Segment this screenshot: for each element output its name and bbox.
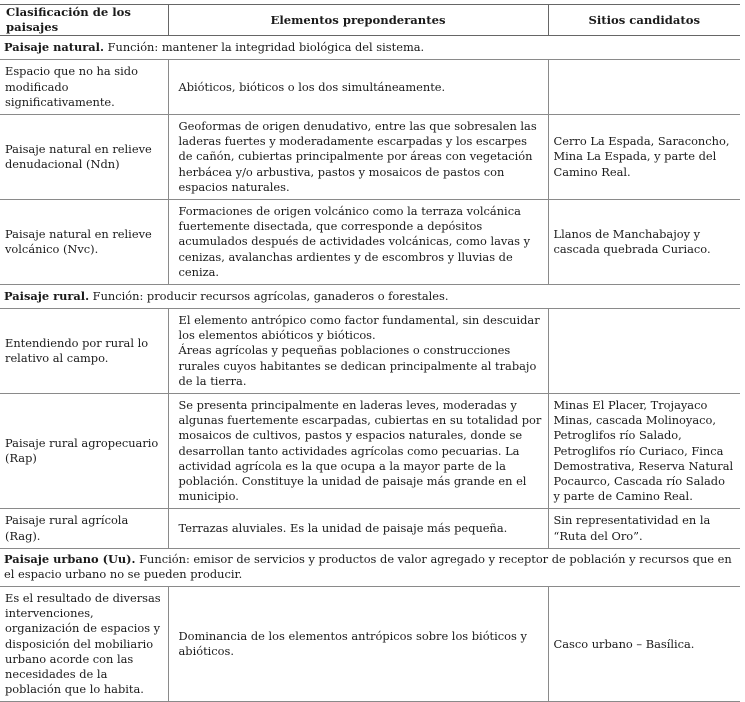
section-rural-function: Función: producir recursos agrícolas, ganaderos o forestales. [89, 288, 449, 303]
classification-cell: Espacio que no ha sido modificado significativamente. [0, 60, 168, 115]
table-row [0, 60, 740, 115]
elements-cell: Formaciones de origen volcánico como la terraza volcánica fuertemente disectada, que corresponde a depósitos acumulados después de actividades volcánicas, como lavas y cenizas, avalanchas ardientes y de escombros y lluvias de ceniza. [168, 200, 548, 285]
elements-cell: Dominancia de los elementos antrópicos sobre los bióticos y abióticos. [168, 586, 548, 701]
table-row [0, 309, 740, 394]
classification-cell: Entendiendo por rural lo relativo al campo. [0, 309, 168, 394]
header-row [0, 5, 740, 36]
sites-cell [548, 309, 740, 394]
table-row [0, 394, 740, 509]
section-urban-title: Paisaje urbano (Uu). [4, 552, 136, 567]
header-elements: Elementos preponderantes [168, 5, 548, 36]
elements-cell: Terrazas aluviales. Es la unidad de paisaje más pequeña. [168, 509, 548, 548]
elements-text-1: El elemento antrópico como factor fundamental, sin descuidar los elementos abióticos y bióticos. [178, 313, 540, 343]
table-row [0, 115, 740, 200]
elements-cell: Geoformas de origen denudativo, entre las que sobresalen las laderas fuertes y moderadamente escarpadas y los escarpes de cañón, cubiertas principalmente por áreas con vegetación herbácea y/o arbustiva, pastos y mosaicos de pastos con espacios naturales. [168, 115, 548, 200]
elements-cell [168, 309, 548, 394]
section-urban-row [0, 548, 740, 586]
sites-cell: Minas El Placer, Trojayaco Minas, cascada Molinoyaco, Petroglifos río Salado, Petroglifos río Curiaco, Finca Demostrativa, Reserva Natural Pocaurco, Cascada río Salado y parte de Camino Real. [548, 394, 740, 509]
section-rural-title: Paisaje rural. [4, 288, 90, 303]
header-sites: Sitios candidatos [548, 5, 740, 36]
classification-cell: Paisaje rural agropecuario (Rap) [0, 394, 168, 509]
section-natural-row [0, 36, 740, 60]
classification-cell: Paisaje rural agrícola (Rag). [0, 509, 168, 548]
section-natural-function: Función: mantener la integridad biológica del sistema. [103, 40, 425, 55]
elements-cell: Abióticos, bióticos o los dos simultáneamente. [168, 60, 548, 115]
section-urban-function: Función: emisor de servicios y productos de valor agregado y receptor de población y recursos que en el espacio urbano no se pueden producir. [4, 552, 732, 582]
section-natural-title: Paisaje natural. [4, 40, 104, 55]
sites-cell: Sin representatividad en la “Ruta del Oro”. [548, 509, 740, 548]
header-classification: Clasificación de los paisajes [0, 5, 168, 36]
sites-cell: Llanos de Manchabajoy y cascada quebrada Curiaco. [548, 200, 740, 285]
classification-cell: Es el resultado de diversas intervenciones, organización de espacios y disposición del mobiliario urbano acorde con las necesidades de la población que lo habita. [0, 586, 168, 701]
classification-cell: Paisaje natural en relieve denudacional (Ndn) [0, 115, 168, 200]
sites-cell [548, 60, 740, 115]
sites-cell: Cerro La Espada, Saraconcho, Mina La Espada, y parte del Camino Real. [548, 115, 740, 200]
section-rural-row [0, 285, 740, 309]
table-row [0, 200, 740, 285]
section-rural [0, 285, 740, 309]
classification-cell: Paisaje natural en relieve volcánico (Nvc). [0, 200, 168, 285]
table-row [0, 509, 740, 548]
landscape-classification-table [0, 4, 740, 702]
elements-cell: Se presenta principalmente en laderas leves, moderadas y algunas fuertemente escarpadas, cubiertas en su totalidad por mosaicos de cultivos, pastos y espacios naturales, donde se desarrollan tanto actividades agrícolas como pecuarias. La actividad agrícola es la que ocupa a la mayor parte de la población. Constituye la unidad de paisaje más grande en el municipio. [168, 394, 548, 509]
section-urban [0, 548, 740, 586]
table-row [0, 586, 740, 701]
elements-text-2: Áreas agrícolas y pequeñas poblaciones o construcciones rurales cuyos habitantes se dedican principalmente al trabajo de la tierra. [178, 343, 537, 388]
section-natural [0, 36, 740, 60]
sites-cell: Casco urbano – Basílica. [548, 586, 740, 701]
